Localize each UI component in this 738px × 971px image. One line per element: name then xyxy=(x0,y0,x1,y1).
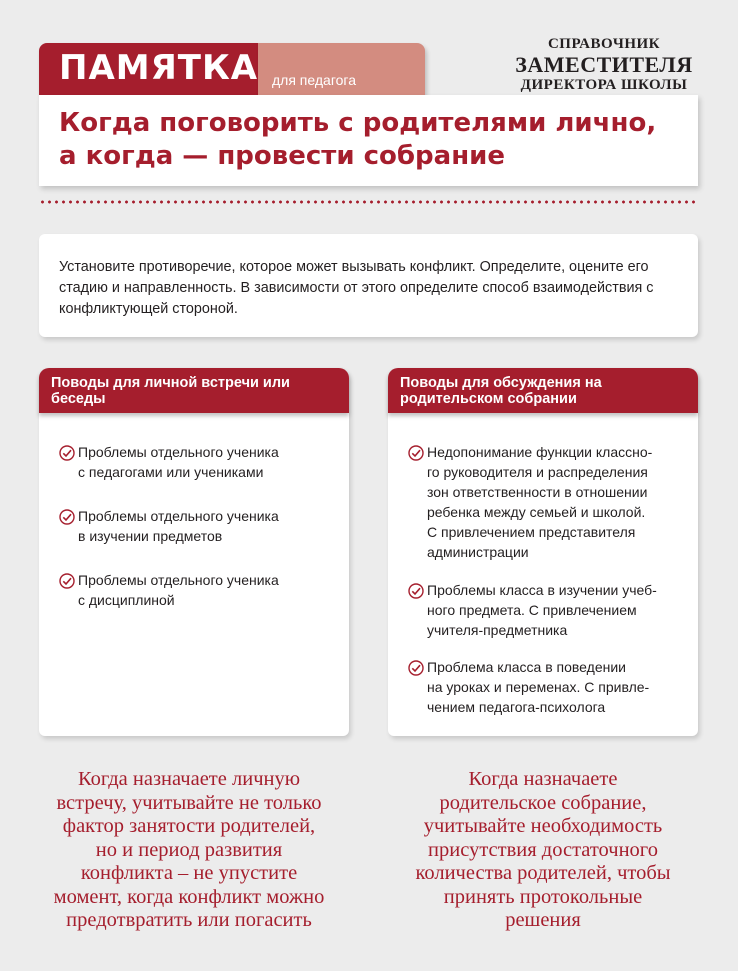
dotted-divider xyxy=(39,200,698,204)
check-circle-icon xyxy=(408,445,424,461)
parent-meeting-card xyxy=(388,368,698,736)
intro-card xyxy=(39,234,698,337)
intro-text: Установите противоречие, которое может вызывать конфликт. Определите, оцените его стадию и направленность. В зависимости от этого определите способ взаимодействия с конфликтующей стороной. xyxy=(59,259,654,317)
check-circle-icon xyxy=(59,445,75,461)
audience-tag xyxy=(258,43,425,95)
personal-meeting-note: Когда назначаете личную встречу, учитывайте не только фактор занятости родителей, но и период развития конфликта – не упустите момент, когда конфликт можно предотвратить или погасить xyxy=(53,768,325,931)
list-item-text: Проблемы отдельного ученика с дисциплиной xyxy=(78,572,279,608)
check-circle-icon xyxy=(408,660,424,676)
logo-line-3: ДИРЕКТОРА ШКОЛЫ xyxy=(520,77,688,93)
logo-line-1: СПРАВОЧНИК xyxy=(547,36,661,52)
check-circle-icon xyxy=(59,509,75,525)
parent-meeting-note: Когда назначаете родительское собрание, учитывайте необходимость присутствия достаточного количества родителей, чтобы принять протокольные решения xyxy=(415,768,671,931)
page-title: Когда поговорить с родителями лично, а когда — провести собрание xyxy=(59,108,657,171)
personal-meeting-card xyxy=(39,368,349,736)
memo-tag xyxy=(39,43,258,95)
personal-meeting-heading: Поводы для личной встречи или беседы xyxy=(51,375,290,407)
audience-tag-label: для педагога xyxy=(272,72,356,88)
personal-meeting-header xyxy=(39,368,349,413)
list-item-text: Проблемы класса в изучении учеб- ного предмета. С привлечением учителя-предметника xyxy=(427,582,657,638)
list-item-text: Недопонимание функции классно- го руководителя и распределения зон ответственности в отношении ребенка между семьей и школой. С привлечением представителя администрации xyxy=(427,444,653,560)
title-card xyxy=(39,95,698,186)
list-item-text: Проблемы отдельного ученика с педагогами или учениками xyxy=(78,444,279,480)
memo-tag-label: ПАМЯТКА xyxy=(59,48,259,88)
logo-line-2: ЗАМЕСТИТЕЛЯ xyxy=(515,52,693,77)
check-circle-icon xyxy=(408,583,424,599)
parent-meeting-heading: Поводы для обсуждения на родительском собрании xyxy=(400,375,602,407)
parent-meeting-header xyxy=(388,368,698,413)
list-item-text: Проблемы отдельного ученика в изучении предметов xyxy=(78,508,279,544)
publication-logo xyxy=(498,35,710,94)
check-circle-icon xyxy=(59,573,75,589)
list-item-text: Проблема класса в поведении на уроках и переменах. С привле- чением педагога-психолога xyxy=(427,659,650,715)
